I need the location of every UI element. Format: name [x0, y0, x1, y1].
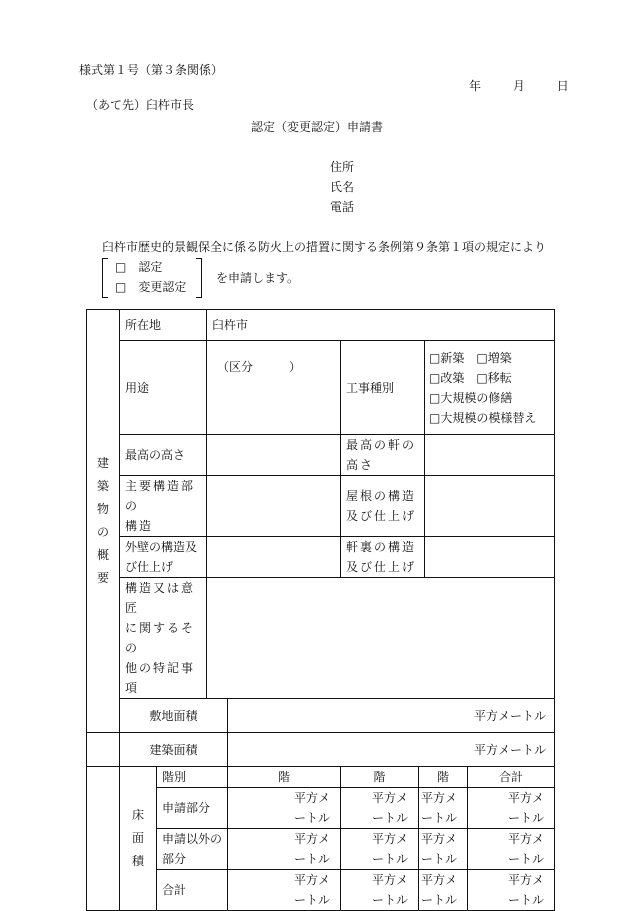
date-month: 月: [512, 79, 525, 93]
special-notes-value[interactable]: [207, 578, 555, 699]
exterior-wall-label: 外壁の構造及 び仕上げ: [120, 537, 207, 578]
site-area-label: 敷地面積: [120, 699, 228, 733]
statement-text: 臼杵市歴史的景観保全に係る防火上の措置に関する条例第９条第１項の規定により: [102, 240, 547, 254]
section-label-cell: [87, 310, 120, 733]
option-approval[interactable]: □ 認定: [115, 260, 163, 274]
max-height-value[interactable]: [207, 435, 341, 476]
floor-col-total-header: 合計: [468, 767, 555, 788]
unit-cell[interactable]: 平方メ ートル: [468, 788, 555, 829]
work-type-option[interactable]: □新築 □増築: [429, 350, 512, 365]
soffit-value[interactable]: [425, 537, 555, 578]
max-eave-height-label: 最高の軒の 高さ: [341, 435, 425, 476]
unit-cell[interactable]: 平方メ ートル: [419, 870, 468, 911]
vertical-char: 床: [131, 808, 144, 822]
floor-area-label-vertical: [120, 804, 156, 873]
unit-cell[interactable]: 平方メ ートル: [341, 870, 419, 911]
unit-cell[interactable]: 平方メ ートル: [341, 829, 419, 870]
request-suffix: を申請します。: [216, 271, 300, 285]
roof-structure-label: 屋根の構造 及び仕上げ: [341, 476, 425, 537]
left-bracket: [102, 258, 108, 298]
unit-cell[interactable]: 平方メ ートル: [468, 829, 555, 870]
main-structure-label: 主要構造部の 構造: [120, 476, 207, 537]
main-structure-value[interactable]: [207, 476, 341, 537]
location-label: 所在地: [120, 310, 207, 341]
floor-col-header: 階: [341, 767, 419, 788]
unit-cell[interactable]: 平方メ ートル: [419, 788, 468, 829]
applicant-phone-label: 電話: [330, 200, 355, 214]
form-number: 様式第１号（第３条関係）: [79, 63, 224, 77]
section-label-vertical: [87, 452, 119, 590]
date-line: [469, 79, 569, 93]
empty-left-cell: [87, 733, 120, 767]
floor-area-label-cell: [120, 767, 157, 911]
table-row: [87, 870, 555, 911]
work-type-options[interactable]: [425, 341, 555, 435]
roof-structure-value[interactable]: [425, 476, 555, 537]
building-overview-table: [86, 309, 555, 911]
vertical-char: 要: [96, 571, 109, 585]
row-label-other: 申請以外の 部分: [157, 829, 228, 870]
site-area-unit[interactable]: 平方メートル: [228, 699, 555, 733]
work-type-option[interactable]: □大規模の模様替え: [429, 410, 537, 425]
floor-label: 階別: [157, 767, 228, 788]
special-notes-label: 構造又は意匠 に関するその 他の特記事項: [120, 578, 207, 699]
floor-col-header: 階: [228, 767, 341, 788]
vertical-char: の: [96, 525, 109, 539]
applicant-name-label: 氏名: [330, 180, 355, 194]
vertical-char: 積: [131, 854, 144, 868]
page-title: 認定（変更認定）申請書: [251, 120, 384, 134]
vertical-char: 物: [96, 502, 109, 516]
row-label-application: 申請部分: [157, 788, 228, 829]
location-value[interactable]: 臼杵市: [207, 310, 555, 341]
unit-cell[interactable]: 平方メ ートル: [468, 870, 555, 911]
work-type-label: 工事種別: [341, 341, 425, 435]
max-height-label: 最高の高さ: [120, 435, 207, 476]
use-label: 用途: [120, 341, 207, 435]
empty-left-cell: [87, 767, 120, 911]
option-change-approval[interactable]: □ 変更認定: [115, 280, 187, 294]
unit-cell[interactable]: 平方メ ートル: [419, 829, 468, 870]
right-bracket: [196, 258, 202, 298]
vertical-char: 築: [96, 479, 109, 493]
max-eave-height-value[interactable]: [425, 435, 555, 476]
date-year: 年: [469, 79, 482, 93]
use-category[interactable]: （区分 ）: [207, 341, 341, 435]
unit-cell[interactable]: 平方メ ートル: [228, 788, 341, 829]
date-day: 日: [556, 79, 569, 93]
soffit-label: 軒裏の構造 及び仕上げ: [341, 537, 425, 578]
table-row: [87, 788, 555, 829]
unit-cell[interactable]: 平方メ ートル: [341, 788, 419, 829]
table-row: [87, 829, 555, 870]
vertical-char: 面: [131, 831, 144, 845]
vertical-char: 概: [96, 548, 109, 562]
unit-cell[interactable]: 平方メ ートル: [228, 829, 341, 870]
building-area-unit[interactable]: 平方メートル: [228, 733, 555, 767]
floor-col-header: 階: [419, 767, 468, 788]
applicant-address-label: 住所: [330, 160, 355, 174]
row-label-total: 合計: [157, 870, 228, 911]
building-area-label: 建築面積: [120, 733, 228, 767]
exterior-wall-value[interactable]: [207, 537, 341, 578]
addressee: （あて先）臼杵市長: [86, 98, 195, 112]
vertical-char: 建: [96, 456, 109, 470]
work-type-option[interactable]: □改築 □移転: [429, 370, 512, 385]
work-type-option[interactable]: □大規模の修繕: [429, 390, 513, 405]
unit-cell[interactable]: 平方メ ートル: [228, 870, 341, 911]
